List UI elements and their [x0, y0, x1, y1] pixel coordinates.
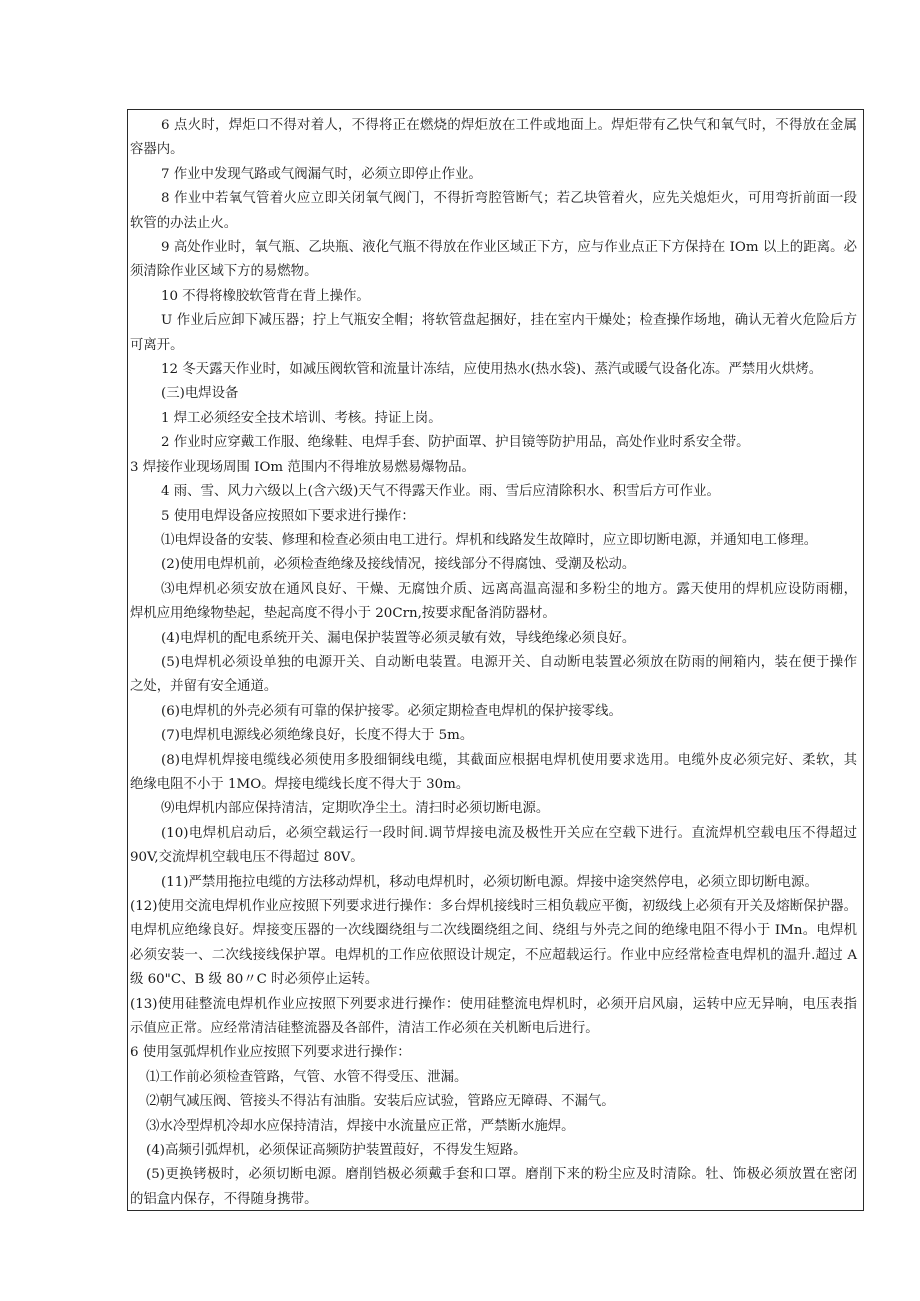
text-line: 必须安装一、二次线接线保护罩。电焊机的工作应依照设计规定，不应超载运行。作业中应经常检查电焊机的温升.超过 A — [130, 947, 857, 963]
text-line: (12)使用交流电焊机作业应按照下列要求进行操作：多台焊机接线时三相负载应平衡，初级线上必须有开关及熔断保护器。 — [130, 899, 857, 914]
text-line: ⑼电焊机内部应保持清洁，定期吹净尘土。清扫时必须切断电源。 — [161, 801, 550, 817]
text-line: 9 高处作业时，氧气瓶、乙块瓶、液化气瓶不得放在作业区域正下方，应与作业点正下方保持在 IOm 以上的距离。必 — [161, 240, 857, 256]
text-line: 焊机应用绝缘物垫起，垫起高度不得小于 20Crn,按要求配备消防器材。 — [130, 606, 556, 622]
text-line: (5)电焊机必须设单独的电源开关、自动断电装置。电源开关、自动断电装置必须放在防雨的闸箱内，装在便于操作 — [161, 654, 857, 670]
text-line: (11)严禁用拖拉电缆的方法移动焊机，移动电焊机时，必须切断电源。焊接中途突然停电，必须立即切断电源。 — [161, 874, 818, 890]
text-line: (5)更换铐极时，必须切断电源。磨削铛极必须戴手套和口罩。磨削下来的粉尘应及时清除。牡、饰极必须放置在密闭 — [146, 1167, 857, 1183]
text-line: 示值应正常。应经常清洁硅整流器及各部件，清洁工作必须在关机断电后进行。 — [130, 1021, 599, 1037]
text-line: 级 60"C、B 级 80〃C 时必须停止运转。 — [130, 972, 379, 988]
text-line: U 作业后应卸下减压器；拧上气瓶安全帽；将软管盘起捆好，挂在室内干燥处；检查操作场地，确认无着火危险后方 — [161, 313, 857, 329]
text-line: 须清除作业区域下方的易燃物。 — [130, 264, 318, 280]
text-line: (2)使用电焊机前，必须检查绝缘及接线情况，接线部分不得腐蚀、受潮及松动。 — [161, 557, 636, 573]
text-line: ⑴电焊设备的安装、修理和检查必须由电工进行。焊机和线路发生故障时，应立即切断电源，并通知电工修理。 — [161, 532, 818, 548]
text-line: (13)使用硅整流电焊机作业应按照下列要求进行操作：使用硅整流电焊机时，必须开启风扇，运转中应无异响，电压表指 — [130, 996, 857, 1012]
text-line: (三)电焊设备 — [161, 386, 239, 402]
text-line: ⑵朝气减压阀、管接头不得沾有油脂。安装后应试验，管路应无障碍、不漏气。 — [146, 1094, 615, 1110]
text-line: ⑶电焊机必须安放在通风良好、干燥、无腐蚀介质、远离高温高湿和多粉尘的地方。露天使用的焊机应设防雨棚， — [161, 581, 857, 597]
text-line: (4)电焊机的配电系统开关、漏电保护装置等必须灵敏有效，导线绝缘必须良好。 — [161, 630, 636, 646]
text-line: 12 冬天露天作业时，如减压阀软管和流量计冻结，应使用热水(热水袋)、蒸汽或暖气设备化冻。严禁用火烘烤。 — [161, 362, 823, 378]
text-line: 7 作业中发现气路或气阀漏气时，必须立即停止作业。 — [161, 166, 482, 182]
text-line: (4)高频引弧焊机，必须保证高频防护装置葭好，不得发生短路。 — [146, 1143, 527, 1159]
text-line: 的铝盒内保存，不得随身携带。 — [130, 1191, 318, 1207]
text-line: 3 焊接作业现场周围 IOm 范围内不得堆放易燃易爆物品。 — [130, 459, 475, 475]
text-line: ⑶水冷型焊机冷却水应保持清洁，焊接中水流量应正常，严禁断水施焊。 — [146, 1118, 575, 1134]
text-line: 电焊机应绝缘良好。焊接变压器的一次线圈绕组与二次线圈绕组之间、绕组与外壳之间的绝缘电阻不得小于 IMn。电焊机 — [130, 923, 857, 939]
text-line: 容器内。 — [130, 142, 184, 158]
text-line: 绝缘电阻不小于 1MO。焊接电缆线长度不得大于 30m。 — [130, 776, 470, 792]
document-table-cell — [127, 109, 864, 1211]
text-line: 1 焊工必须经安全技术培训、考核。持证上岗。 — [161, 410, 442, 426]
text-line: 可离开。 — [130, 337, 184, 353]
text-line: 6 点火时，焊炬口不得对着人，不得将正在燃烧的焊炬放在工件或地面上。焊炬带有乙快气和氧气时，不得放在金属 — [161, 118, 857, 133]
text-line: 10 不得将橡胶软管背在背上操作。 — [161, 288, 370, 304]
text-line: 2 作业时应穿戴工作服、绝缘鞋、电焊手套、防护面罩、护目镜等防护用品，高处作业时系安全带。 — [161, 435, 750, 451]
text-line: 6 使用氢弧焊机作业应按照下列要求进行操作： — [130, 1045, 411, 1061]
text-line: 5 使用电焊设备应按照如下要求进行操作： — [161, 508, 415, 524]
text-line: (8)电焊机焊接电缆线必须使用多股细铜线电缆，其截面应根据电焊机使用要求选用。电缆外皮必须完好、柔软，其 — [161, 752, 857, 768]
text-line: 之处，并留有安全通道。 — [130, 679, 278, 695]
text-line: ⑴工作前必须检查管路，气管、水管不得受压、泄漏。 — [146, 1069, 468, 1085]
text-line: (6)电焊机的外壳必须有可靠的保护接零。必须定期检查电焊机的保护接零线。 — [161, 703, 622, 719]
text-line: (10)电焊机启动后，必须空载运行一段时间.调节焊接电流及极性开关应在空载下进行。直流焊机空载电压不得超过 — [161, 825, 857, 841]
text-line: (7)电焊机电源线必须绝缘良好，长度不得大于 5m。 — [161, 728, 474, 744]
text-line: 4 雨、雪、风力六级以上(含六级)天气不得露天作业。雨、雪后应清除积水、积雪后方可作业。 — [161, 484, 720, 500]
text-line: 90V,交流焊机空载电压不得超过 80V。 — [130, 850, 364, 866]
text-line: 软管的办法止火。 — [130, 215, 238, 231]
text-line: 8 作业中若氧气管着火应立即关闭氧气阀门，不得折弯腔管断气；若乙块管着火，应先关熄炬火，可用弯折前面一段 — [161, 191, 857, 207]
